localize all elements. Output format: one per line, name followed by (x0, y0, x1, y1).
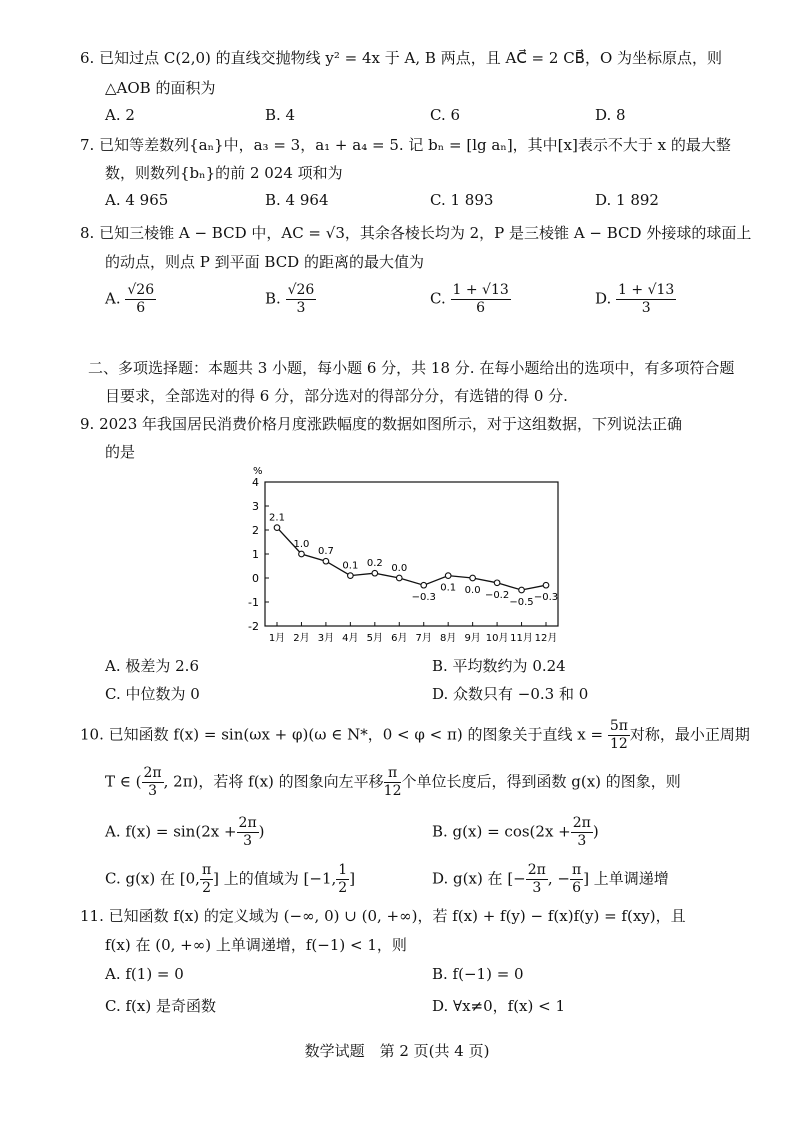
q10-stem-line1-part2: 对称，最小正周期 (629, 725, 750, 744)
q10-shift-denominator: 12 (383, 783, 402, 799)
q10-option-b-denominator: 3 (577, 833, 587, 849)
q8-stem-line1: 8. 已知三棱锥 A − BCD 中，AC = √3，其余各棱长均为 2，P 是三棱锥 A − BCD 外接球的球面上 (80, 224, 752, 242)
data-point (519, 587, 525, 593)
section2-heading-line2: 目要求，全部选对的得 6 分，部分选对的得部分分，有选错的得 0 分. (105, 387, 568, 405)
cpi-line-chart (245, 462, 575, 650)
x-tick-label: 2月 (293, 633, 310, 644)
data-label: −0.5 (509, 597, 534, 608)
q10-option-b-part2: ) (592, 822, 599, 841)
y-tick-label: 0 (252, 572, 259, 585)
data-point (421, 582, 427, 588)
data-labels (269, 513, 558, 608)
y-tick-label: 4 (252, 476, 259, 489)
q10-option-d-numerator2: π (571, 862, 582, 878)
q10-option-d-fraction2 (570, 862, 583, 897)
q10-stem-line1 (80, 718, 750, 753)
q6-stem-line1: 6. 已知过点 C(2,0) 的直线交抛物线 y² = 4x 于 A, B 两点，且 AC⃗ = 2 CB⃗，O 为坐标原点，则 (80, 49, 723, 67)
data-point (274, 525, 280, 531)
q8-option-b-numerator: √26 (287, 282, 315, 298)
series-line (277, 528, 546, 590)
page-footer: 数学试题 第 2 页(共 4 页) (304, 1042, 490, 1060)
x-tick-label: 12月 (534, 633, 558, 644)
data-point (323, 558, 329, 564)
data-point (494, 580, 500, 586)
q8-option-d-fraction (616, 282, 676, 317)
q8-option-a-letter: A. (105, 289, 121, 308)
x-tick-label: 6月 (391, 633, 408, 644)
q8-option-a-fraction (125, 282, 156, 317)
q10-option-a-part1: A. f(x) = sin(2x + (105, 822, 237, 841)
y-tick-label: -1 (248, 596, 259, 609)
q10-option-d-numerator: 2π (527, 862, 546, 878)
q10-axis-numerator: 5π (609, 718, 628, 734)
q7-option-c: C. 1 893 (430, 191, 494, 209)
y-axis-ticks (248, 476, 269, 633)
data-label: 1.0 (293, 539, 310, 550)
x-tick-label: 8月 (439, 633, 457, 644)
q10-option-d (432, 862, 669, 897)
q10-stem-line2-part1: T ∈ ( (105, 772, 142, 791)
q8-option-d-letter: D. (595, 289, 612, 308)
q8-option-d-numerator: 1 + √13 (618, 282, 675, 298)
q9-option-a: A. 极差为 2.6 (105, 657, 199, 675)
data-label: 2.1 (269, 512, 285, 524)
q10-option-d-denominator: 3 (532, 880, 542, 896)
data-point (470, 575, 476, 581)
q7-option-a: A. 4 965 (105, 191, 169, 209)
y-tick-label: 2 (252, 524, 259, 537)
q10-stem-line1-part1: 10. 已知函数 f(x) = sin(ωx + φ)(ω ∈ N*，0 < φ < π) 的图象关于直线 x = (80, 725, 604, 744)
q10-option-a-numerator: 2π (238, 815, 257, 831)
x-tick-label: 7月 (415, 633, 432, 644)
q10-option-d-denominator2: 6 (572, 880, 582, 896)
q10-shift-numerator: π (384, 765, 402, 783)
data-label: −0.2 (484, 589, 510, 601)
q11-option-b: B. f(−1) = 0 (432, 965, 524, 983)
q9-stem-line1: 9. 2023 年我国居民消费价格月度涨跌幅度的数据如图所示，对于这组数据，下列说法正确 (80, 415, 683, 433)
q10-option-c-numerator: π (201, 862, 212, 878)
x-tick-label: 9月 (464, 633, 481, 644)
y-tick-label: 1 (252, 548, 259, 561)
data-point (348, 573, 354, 579)
x-tick-label: 3月 (317, 633, 335, 644)
q6-option-c: C. 6 (430, 106, 461, 124)
q10-option-c-numerator2: 1 (338, 862, 348, 878)
q10-option-c-fraction2 (336, 862, 349, 897)
q11-option-c: C. f(x) 是奇函数 (105, 997, 216, 1015)
q10-stem-line2-part3: 个单位长度后，得到函数 g(x) 的图象，则 (401, 772, 681, 791)
x-tick-label: 1月 (268, 633, 286, 644)
q10-axis-denominator: 12 (609, 736, 628, 752)
q11-stem-line2: f(x) 在 (0, +∞) 上单调递增，f(−1) < 1，则 (105, 936, 407, 954)
q8-option-b-denominator: 3 (296, 300, 306, 316)
q8-option-c-numerator: 1 + √13 (452, 282, 509, 298)
q7-stem-line1: 7. 已知等差数列{aₙ}中，a₃ = 3，a₁ + a₄ = 5. 记 bₙ = [lg aₙ]，其中[x]表示不大于 x 的最大整 (80, 136, 731, 154)
data-label: 0.1 (440, 582, 457, 594)
q8-stem-line2: 的动点，则点 P 到平面 BCD 的距离的最大值为 (105, 253, 424, 271)
q8-option-b-letter: B. (265, 289, 281, 308)
q10-option-c-part3: ] (349, 869, 356, 888)
q8-option-a-denominator: 6 (136, 300, 146, 316)
q8-option-c-denominator: 6 (476, 300, 486, 316)
q8-option-a-numerator: √26 (127, 282, 155, 298)
q10-option-c-denominator: 2 (202, 880, 212, 896)
q10-period-numerator: 2π (143, 765, 162, 781)
q10-period-denominator: 3 (148, 783, 158, 799)
q10-option-b-part1: B. g(x) = cos(2x + (432, 822, 571, 841)
q10-option-c-part2: ] 上的值域为 [−1, (213, 869, 337, 888)
q9-option-b: B. 平均数约为 0.24 (432, 657, 566, 675)
data-label: −0.3 (533, 592, 559, 604)
q11-stem-line1: 11. 已知函数 f(x) 的定义域为 (−∞, 0) ∪ (0, +∞)，若 f(x) + f(y) − f(x)f(y) = f(xy)，且 (80, 907, 686, 925)
x-tick-label: 10月 (485, 633, 509, 644)
q10-option-a-fraction (237, 815, 259, 850)
y-tick-label: 3 (252, 500, 259, 513)
q8-option-b-fraction (286, 282, 317, 317)
q10-option-d-part1: D. g(x) 在 [− (432, 869, 526, 888)
y-tick-label: -2 (248, 620, 259, 633)
q10-option-a (105, 815, 265, 850)
data-series (274, 525, 549, 593)
q10-option-b-numerator: 2π (572, 815, 591, 831)
data-point (396, 575, 402, 581)
q11-option-a: A. f(1) = 0 (105, 965, 184, 983)
q10-option-c-fraction (200, 862, 213, 897)
q7-stem-line2: 数，则数列{bₙ}的前 2 024 项和为 (105, 164, 343, 182)
data-label: 0.0 (391, 563, 408, 574)
q10-option-b (432, 815, 599, 850)
q6-option-d: D. 8 (595, 106, 626, 124)
data-point (372, 570, 378, 576)
data-point (445, 573, 451, 579)
q10-option-c-denominator2: 2 (338, 880, 348, 896)
q10-stem-line2-part2: , 2π)，若将 f(x) 的图象向左平移 (163, 772, 384, 791)
q10-axis-fraction (608, 718, 630, 753)
q11-option-d: D. ∀x≠0，f(x) < 1 (432, 997, 566, 1015)
q6-stem-line2: △AOB 的面积为 (105, 79, 216, 97)
data-label: 0.0 (464, 585, 481, 596)
x-tick-label: 11月 (510, 633, 533, 644)
data-label: 0.2 (366, 558, 383, 570)
section2-heading-line1: 二、多项选择题：本题共 3 小题，每小题 6 分，共 18 分. 在每小题给出的选项中，有多项符合题 (88, 359, 735, 377)
q10-stem-line2 (105, 765, 681, 800)
x-tick-label: 5月 (366, 633, 384, 644)
data-label: −0.3 (411, 592, 436, 604)
q9-option-c: C. 中位数为 0 (105, 685, 200, 703)
x-tick-label: 4月 (342, 633, 359, 644)
q10-option-b-fraction (571, 815, 593, 850)
q8-option-c-letter: C. (430, 289, 446, 308)
q8-option-c (430, 282, 511, 317)
q10-option-c-part1: C. g(x) 在 [0, (105, 869, 200, 888)
q10-period-fraction (142, 765, 164, 800)
q10-shift-fraction (384, 765, 402, 800)
data-label: 0.1 (342, 560, 359, 572)
data-label: 0.7 (317, 546, 334, 558)
q10-option-a-part2: ) (258, 822, 265, 841)
data-point (299, 551, 305, 557)
q8-option-d (595, 282, 676, 317)
q10-option-d-part2: , − (547, 869, 570, 888)
q10-option-a-denominator: 3 (243, 833, 253, 849)
data-point (543, 582, 549, 588)
q8-option-b (265, 282, 316, 317)
q9-stem-line2: 的是 (105, 443, 136, 461)
q10-option-c (105, 862, 355, 897)
y-axis-unit: % (253, 466, 263, 477)
q6-option-a: A. 2 (105, 106, 135, 124)
q8-option-c-fraction (451, 282, 511, 317)
q7-option-d: D. 1 892 (595, 191, 659, 209)
q9-option-d: D. 众数只有 −0.3 和 0 (432, 685, 589, 703)
q8-option-d-denominator: 3 (641, 300, 651, 316)
q6-option-b: B. 4 (265, 106, 296, 124)
x-axis-ticks (269, 622, 558, 644)
q10-option-d-fraction (526, 862, 548, 897)
q10-option-d-part3: ] 上单调递增 (583, 869, 669, 888)
q8-option-a (105, 282, 156, 317)
q7-option-b: B. 4 964 (265, 191, 329, 209)
